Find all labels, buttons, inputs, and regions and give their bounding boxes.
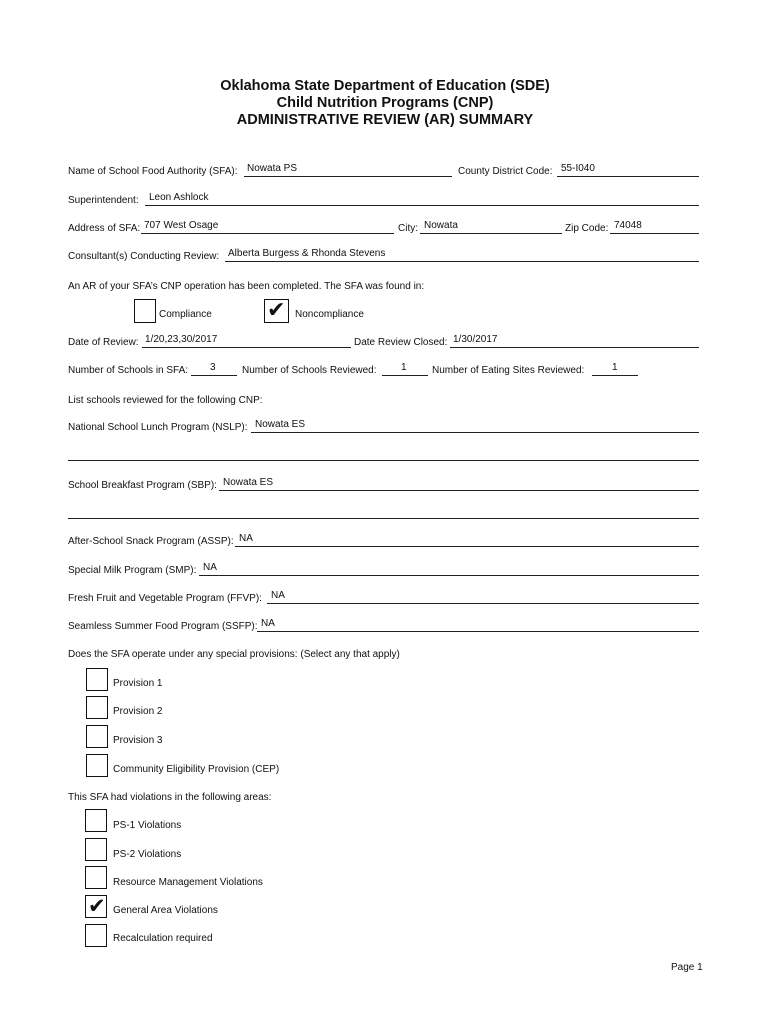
- ssfp-label: Seamless Summer Food Program (SSFP):: [68, 621, 258, 632]
- address-field[interactable]: 707 West Osage: [144, 220, 219, 231]
- assp-field[interactable]: NA: [239, 533, 253, 544]
- resource-mgmt-label: Resource Management Violations: [113, 877, 263, 888]
- provision-2-label: Provision 2: [113, 706, 163, 717]
- city-field[interactable]: Nowata: [424, 220, 458, 231]
- schools-reviewed-line: [382, 375, 428, 376]
- date-closed-field[interactable]: 1/30/2017: [453, 334, 498, 345]
- finding-text: An AR of your SFA’s CNP operation has been completed. The SFA was found in:: [68, 281, 425, 292]
- noncompliance-checkbox[interactable]: [264, 299, 289, 323]
- schools-reviewed-field[interactable]: 1: [401, 362, 407, 373]
- ssfp-line: [257, 631, 699, 632]
- ps2-violations-checkbox[interactable]: [85, 838, 107, 861]
- compliance-label: Compliance: [159, 309, 212, 320]
- city-label: City:: [398, 223, 418, 234]
- eating-sites-line: [592, 375, 638, 376]
- recalculation-checkbox[interactable]: [85, 924, 107, 947]
- date-review-line: [142, 347, 351, 348]
- general-area-label: General Area Violations: [113, 905, 218, 916]
- date-closed-line: [450, 347, 699, 348]
- sfa-name-line: [244, 176, 452, 177]
- schools-count-field[interactable]: 3: [210, 362, 216, 373]
- county-code-line: [557, 176, 699, 177]
- cep-label: Community Eligibility Provision (CEP): [113, 764, 280, 775]
- violations-question: This SFA had violations in the following areas:: [68, 792, 272, 803]
- sbp-line-2: [68, 518, 699, 519]
- zip-label: Zip Code:: [565, 223, 609, 234]
- address-label: Address of SFA:: [68, 223, 141, 234]
- assp-line: [235, 546, 699, 547]
- nslp-field[interactable]: Nowata ES: [255, 419, 306, 430]
- cep-checkbox[interactable]: [86, 754, 108, 777]
- consultants-field[interactable]: Alberta Burgess & Rhonda Stevens: [228, 248, 386, 259]
- sbp-line: [219, 490, 699, 491]
- check-mark-icon: ✔: [267, 298, 286, 323]
- date-review-label: Date of Review:: [68, 337, 139, 348]
- nslp-line: [251, 432, 699, 433]
- superintendent-field[interactable]: Leon Ashlock: [149, 192, 209, 203]
- compliance-checkbox[interactable]: [134, 299, 156, 323]
- city-line: [420, 233, 562, 234]
- ffvp-field[interactable]: NA: [271, 590, 285, 601]
- page-number: Page 1: [671, 962, 703, 973]
- sbp-label: School Breakfast Program (SBP):: [68, 480, 217, 491]
- nslp-line-2: [68, 460, 699, 461]
- smp-field[interactable]: NA: [203, 562, 217, 573]
- provision-3-checkbox[interactable]: [86, 725, 108, 748]
- county-code-label: County District Code:: [458, 166, 553, 177]
- consultants-line: [225, 261, 699, 262]
- zip-field[interactable]: 74048: [614, 220, 642, 231]
- schools-count-line: [191, 375, 237, 376]
- date-review-field[interactable]: 1/20,23,30/2017: [145, 334, 218, 345]
- consultants-label: Consultant(s) Conducting Review:: [68, 251, 220, 262]
- assp-label: After-School Snack Program (ASSP):: [68, 536, 234, 547]
- provision-1-checkbox[interactable]: [86, 668, 108, 691]
- address-line: [141, 233, 394, 234]
- ps1-violations-checkbox[interactable]: [85, 809, 107, 832]
- eating-sites-label: Number of Eating Sites Reviewed:: [432, 365, 585, 376]
- sbp-field[interactable]: Nowata ES: [223, 477, 274, 488]
- programs-intro: List schools reviewed for the following CNP:: [68, 395, 263, 406]
- schools-reviewed-label: Number of Schools Reviewed:: [242, 365, 377, 376]
- header-title-line2: Child Nutrition Programs (CNP): [276, 95, 494, 111]
- sfa-name-label: Name of School Food Authority (SFA):: [68, 166, 238, 177]
- noncompliance-label: Noncompliance: [295, 309, 364, 320]
- sfa-name-field[interactable]: Nowata PS: [247, 163, 298, 174]
- smp-label: Special Milk Program (SMP):: [68, 565, 197, 576]
- superintendent-line: [145, 205, 699, 206]
- date-closed-label: Date Review Closed:: [354, 337, 448, 348]
- ps1-violations-label: PS-1 Violations: [113, 820, 182, 831]
- nslp-label: National School Lunch Program (NSLP):: [68, 422, 248, 433]
- check-mark-icon: ✔: [88, 894, 106, 918]
- resource-mgmt-checkbox[interactable]: [85, 866, 107, 889]
- provision-1-label: Provision 1: [113, 678, 163, 689]
- smp-line: [199, 575, 699, 576]
- zip-line: [610, 233, 699, 234]
- ps2-violations-label: PS-2 Violations: [113, 849, 182, 860]
- general-area-checkbox[interactable]: [85, 895, 107, 918]
- eating-sites-field[interactable]: 1: [612, 362, 618, 373]
- ssfp-field[interactable]: NA: [261, 618, 275, 629]
- superintendent-label: Superintendent:: [68, 195, 139, 206]
- header-title-line3: ADMINISTRATIVE REVIEW (AR) SUMMARY: [236, 112, 534, 128]
- county-code-field[interactable]: 55-I040: [561, 163, 595, 174]
- ffvp-label: Fresh Fruit and Vegetable Program (FFVP):: [68, 593, 262, 604]
- provision-2-checkbox[interactable]: [86, 696, 108, 719]
- provisions-question: Does the SFA operate under any special provisions: (Select any that apply): [68, 649, 400, 660]
- header-title-line1: Oklahoma State Department of Education (SDE): [220, 78, 550, 94]
- schools-count-label: Number of Schools in SFA:: [68, 365, 189, 376]
- recalculation-label: Recalculation required: [113, 933, 213, 944]
- provision-3-label: Provision 3: [113, 735, 163, 746]
- ffvp-line: [267, 603, 699, 604]
